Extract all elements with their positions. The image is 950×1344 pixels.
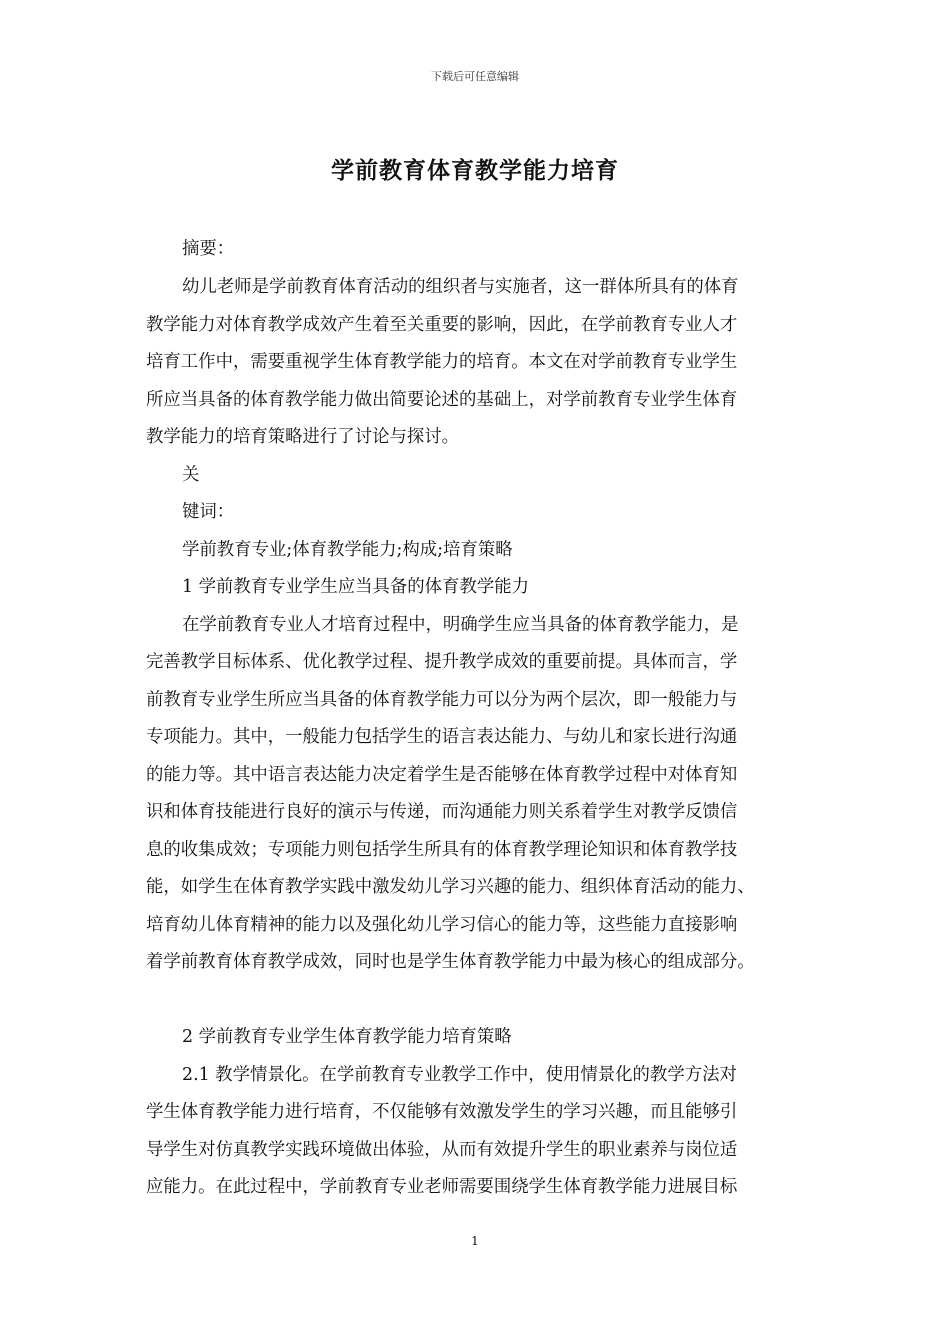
body-line: 教学能力的培育策略进行了讨论与探讨。: [146, 427, 460, 447]
body-line: 的能力等。其中语言表达能力决定着学生是否能够在体育教学过程中对体育知: [146, 765, 738, 785]
body-line: 识和体育技能进行良好的演示与传递，而沟通能力则关系着学生对教学反馈信: [146, 802, 738, 822]
body-line: 能，如学生在体育教学实践中激发幼儿学习兴趣的能力、组织体育活动的能力、: [146, 877, 755, 897]
section-heading-1: 1 学前教育专业学生应当具备的体育教学能力: [182, 577, 530, 597]
abstract-label: 摘要：: [182, 239, 235, 259]
body-line: 2.1 教学情景化。在学前教育专业教学工作中，使用情景化的教学方法对: [182, 1065, 737, 1085]
body-line: 培育幼儿体育精神的能力以及强化幼儿学习信心的能力等，这些能力直接影响: [146, 915, 738, 935]
keyword-label-part1: 关: [182, 465, 200, 485]
document-title: 学前教育体育教学能力培育: [331, 157, 619, 184]
body-line: 息的收集成效；专项能力则包括学生所具有的体育教学理论知识和体育教学技: [146, 840, 738, 860]
body-line: 专项能力。其中，一般能力包括学生的语言表达能力、与幼儿和家长进行沟通: [146, 727, 738, 747]
keywords: 学前教育专业;体育教学能力;构成;培育策略: [182, 540, 513, 560]
body-line: 学生体育教学能力进行培育，不仅能够有效激发学生的学习兴趣，而且能够引: [146, 1102, 738, 1122]
body-line: 前教育专业学生所应当具备的体育教学能力可以分为两个层次，即一般能力与: [146, 690, 738, 710]
body-line: 着学前教育体育教学成效，同时也是学生体育教学能力中最为核心的组成部分。: [146, 952, 755, 972]
body-line: 完善教学目标体系、优化教学过程、提升教学成效的重要前提。具体而言，学: [146, 652, 738, 672]
keyword-label-part2: 键词：: [182, 502, 235, 522]
body-line: 教学能力对体育教学成效产生着至关重要的影响，因此，在学前教育专业人才: [146, 315, 738, 335]
page-number: 1: [471, 1234, 479, 1248]
body-line: 导学生对仿真教学实践环境做出体验，从而有效提升学生的职业素养与岗位适: [146, 1140, 738, 1160]
body-line: 幼儿老师是学前教育体育活动的组织者与实施者，这一群体所具有的体育: [182, 277, 739, 297]
section-heading-2: 2 学前教育专业学生体育教学能力培育策略: [182, 1027, 512, 1047]
body-line: 应能力。在此过程中，学前教育专业老师需要围绕学生体育教学能力进展目标: [146, 1177, 738, 1197]
body-line: 培育工作中，需要重视学生体育教学能力的培育。本文在对学前教育专业学生: [146, 352, 738, 372]
body-line: 所应当具备的体育教学能力做出简要论述的基础上，对学前教育专业学生体育: [146, 390, 738, 410]
page-header: 下载后可任意编辑: [431, 70, 519, 83]
body-line: 在学前教育专业人才培育过程中，明确学生应当具备的体育教学能力，是: [182, 615, 739, 635]
